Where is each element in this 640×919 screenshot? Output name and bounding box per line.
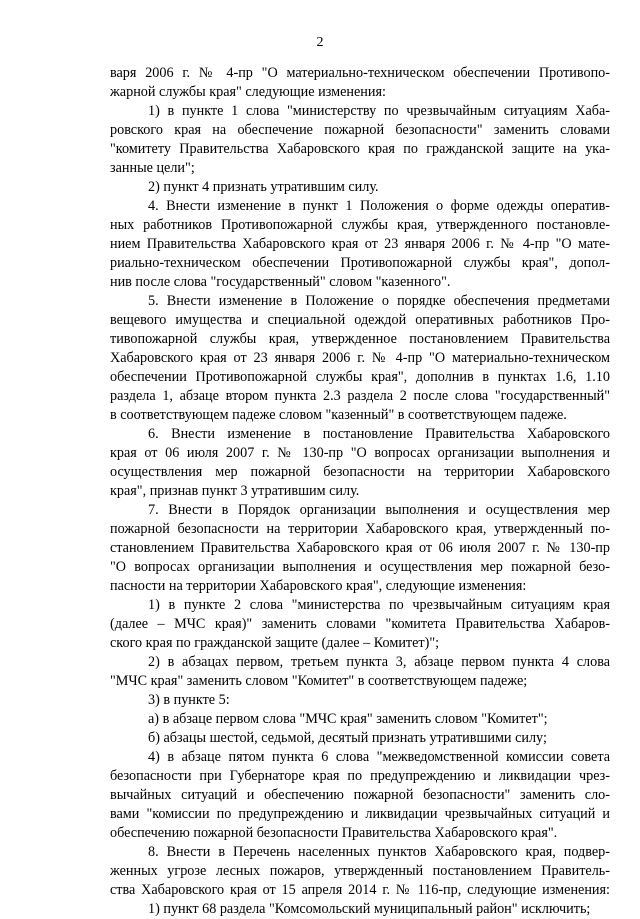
text-line: края от 06 июля 2007 г. № 130-пр "О вопросах организации выполнения и [110, 445, 610, 461]
text-line: ства Хабаровского края от 15 апреля 2014 г. № 116-пр, следующие изменения: [110, 882, 610, 898]
text-line: ровского края на обеспечение пожарной безопасности" заменить словами [110, 122, 610, 138]
text-line: тивопожарной службы края, утвержденное постановлением Правительства [110, 331, 610, 347]
text-line: в соответствующем падеже словом "казенный" в соответствующем падеже. [110, 407, 567, 423]
text-line: ных работников Противопожарной службы края, утвержденного постановле- [110, 217, 610, 233]
text-line: нив после слова "государственный" словом "казенного". [110, 274, 451, 290]
text-line: жарной службы края" следующие изменения: [110, 84, 386, 100]
text-line: 8. Внести в Перечень населенных пунктов Хабаровского края, подвер- [148, 844, 610, 860]
text-line: 6. Внести изменение в постановление Правительства Хабаровского [148, 426, 610, 442]
text-line: варя 2006 г. № 4-пр "О материально-техническом обеспечении Противопо- [110, 65, 610, 81]
text-line: б) абзацы шестой, седьмой, десятый признать утратившими силу; [148, 730, 547, 746]
text-line: становлением Правительства Хабаровского края от 06 июля 2007 г. № 130-пр [110, 540, 610, 556]
text-line: 1) в пункте 2 слова "министерства по чрезвычайным ситуациям края [148, 597, 610, 613]
text-line: "комитету Правительства Хабаровского края по гражданской защите на ука- [110, 141, 610, 157]
text-line: безопасности при Губернаторе края по предупреждению и ликвидации чрез- [110, 768, 610, 784]
text-line: нием Правительства Хабаровского края от 23 января 2006 г. № 4-пр "О мате- [110, 236, 610, 252]
text-line: 1) в пункте 1 слова "министерству по чрезвычайным ситуациям Хаба- [148, 103, 610, 119]
text-line: обеспечении Противопожарной службы края", дополнив в пунктах 1.6, 1.10 [110, 369, 610, 385]
text-line: риально-техническом обеспечении Противопожарной службы края", допол- [110, 255, 610, 271]
text-line: "О вопросах организации выполнения и осуществления мер пожарной безо- [110, 559, 610, 575]
text-line: раздела 1, абзаце втором пункта 2.3 раздела 2 после слова "государственный" [110, 388, 610, 404]
text-line: вами "комиссии по предупреждению и ликвидации чрезвычайных ситуаций и [110, 806, 610, 822]
page-number: 2 [316, 35, 324, 50]
text-line: 2) пункт 4 признать утратившим силу. [148, 179, 379, 195]
text-line: 2) в абзацах первом, третьем пункта 3, абзаце первом пункта 4 слова [148, 654, 610, 670]
text-line: 4. Внести изменение в пункт 1 Положения о форме одежды оператив- [148, 198, 610, 214]
text-line: вещевого имущества и специальной одеждой оперативных работников Про- [110, 312, 610, 328]
text-line: 5. Внести изменение в Положение о порядке обеспечения предметами [148, 293, 610, 309]
text-line: 7. Внести в Порядок организации выполнения и осуществления мер [148, 502, 610, 518]
text-line: пасности на территории Хабаровского края", следующие изменения: [110, 578, 527, 594]
text-line: Хабаровского края от 23 января 2006 г. № 4-пр "О материально-техническом [110, 350, 610, 366]
text-line: (далее – МЧС края)" заменить словами "комитета Правительства Хабаров- [110, 616, 610, 632]
text-line: пожарной безопасности на территории Хабаровского края, утвержденный по- [110, 521, 610, 537]
text-line: осуществления мер пожарной безопасности на территории Хабаровского [110, 464, 610, 480]
text-line: а) в абзаце первом слова "МЧС края" заменить словом "Комитет"; [148, 711, 548, 727]
document-body [110, 64, 610, 919]
text-line: обеспечению пожарной безопасности Правительства Хабаровского края". [110, 825, 558, 841]
text-line: 3) в пункте 5: [148, 692, 230, 708]
text-line: "МЧС края" заменить словом "Комитет" в соответствующем падеже; [110, 673, 528, 689]
text-line: женных угрозе лесных пожаров, утвержденный постановлением Правитель- [110, 863, 610, 879]
text-line: 4) в абзаце пятом пункта 6 слова "межведомственной комиссии совета [148, 749, 610, 765]
text-line: вычайных ситуаций и обеспечению пожарной безопасности" заменить сло- [110, 787, 610, 803]
text-line: 1) пункт 68 раздела "Комсомольский муниципальный район" исключить; [148, 901, 591, 917]
text-line: занные цели"; [110, 160, 195, 176]
text-line: края", признав пункт 3 утратившим силу. [110, 483, 360, 499]
text-line: ского края по гражданской защите (далее – Комитет)"; [110, 635, 440, 651]
